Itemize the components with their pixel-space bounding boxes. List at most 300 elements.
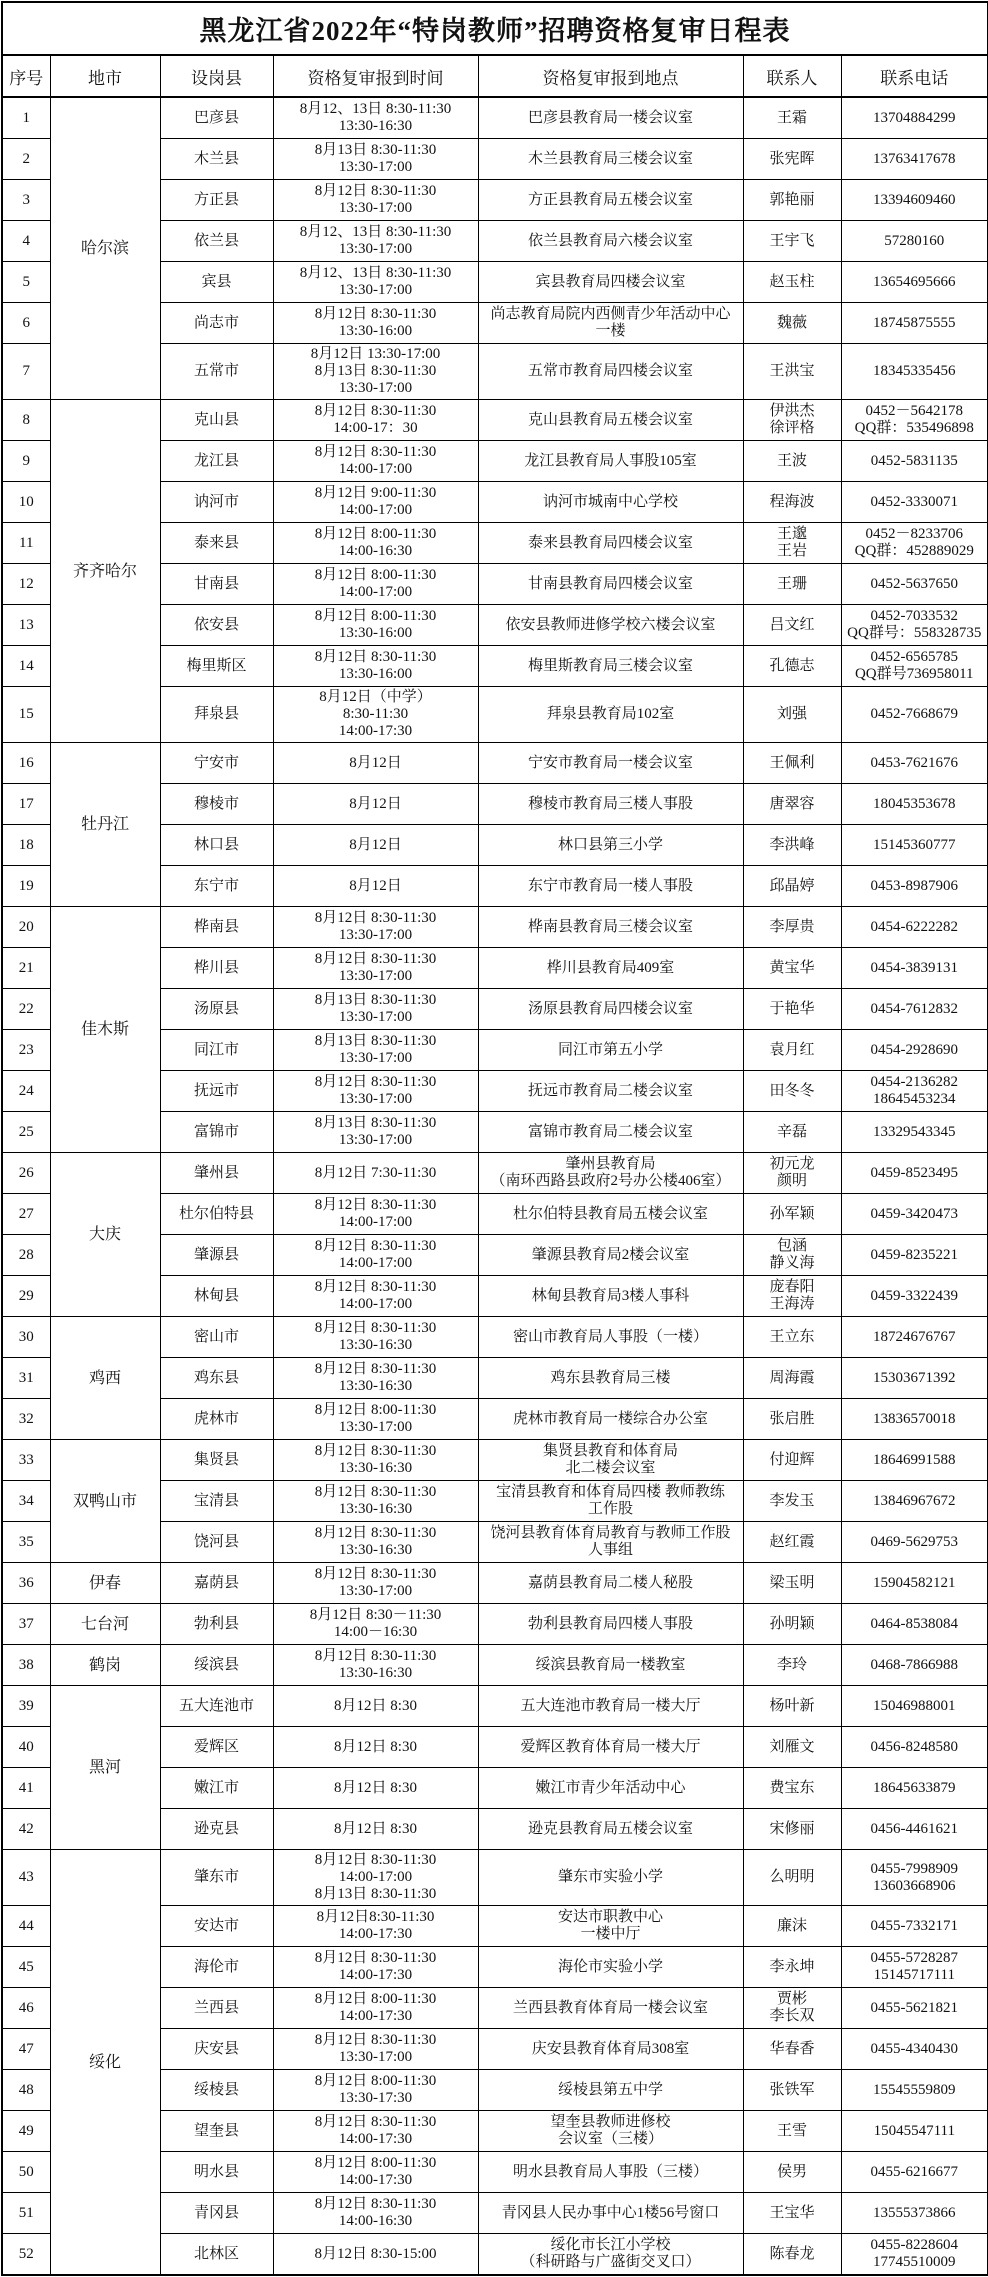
cell-line: 49: [18, 2122, 34, 2139]
cell-line: 13:30-17:00: [338, 159, 413, 175]
cell-line: 13:30-16:00: [338, 625, 413, 641]
row-number-cell: [2, 907, 50, 948]
table-row: [2, 1153, 988, 1194]
cell-line: 8月12日 8:30-15:00: [314, 2245, 437, 2262]
cell-line: 0452-6565785: [870, 649, 959, 665]
time-cell: [273, 1809, 478, 1850]
cell-line: 梅里斯教育局三楼会议室: [527, 657, 693, 674]
cell-line: 8月12日 8:30-11:30: [314, 306, 437, 322]
cell-line: 8月12日 13:30-17:00: [310, 346, 441, 362]
cell-line: 鸡西: [88, 1369, 121, 1387]
cell-line: 8月12日 8:30-11:30: [314, 1484, 437, 1500]
cell-line: 13836570018: [873, 1410, 956, 1427]
time-cell: [273, 2111, 478, 2152]
cell-line: 8月12日 8:30-11:30: [314, 1361, 437, 1377]
cell-line: 0452－5642178: [865, 403, 964, 419]
row-number-cell: [2, 523, 50, 564]
cell-line: 2: [22, 150, 30, 167]
county-cell: [160, 1276, 273, 1317]
row-number-cell: [2, 2193, 50, 2234]
place-cell: [478, 1194, 743, 1235]
cell-line: 集贤县教育和体育局: [542, 1443, 678, 1459]
cell-line: 45: [18, 1958, 34, 1975]
time-cell: [273, 97, 478, 139]
cell-line: 讷河市城南中心学校: [542, 493, 678, 510]
cell-line: 黄宝华: [769, 959, 815, 976]
cell-line: 46: [18, 1999, 34, 2016]
cell-line: 富锦市: [193, 1123, 239, 1140]
cell-line: 38: [18, 1656, 34, 1673]
county-cell: [160, 2111, 273, 2152]
cell-line: 8月12日 8:30-11:30: [314, 1648, 437, 1664]
row-number-cell: [2, 1194, 50, 1235]
cell-line: 8月12日 8:00-11:30: [314, 567, 437, 583]
cell-line: 15: [18, 706, 34, 722]
cell-line: 8月13日 8:30-11:30: [314, 142, 437, 158]
place-cell: [478, 2070, 743, 2111]
time-cell: [273, 1317, 478, 1358]
row-number-cell: [2, 1645, 50, 1686]
place-cell: [478, 907, 743, 948]
cell-line: 桦川县: [193, 959, 239, 976]
row-number-cell: [2, 1563, 50, 1604]
contact-cell: [743, 825, 841, 866]
cell-line: 8月12日 8:30-11:30: [314, 1566, 437, 1582]
contact-cell: [743, 2111, 841, 2152]
cell-line: 庆安县教育体育局308室: [531, 2040, 690, 2057]
cell-line: 24: [18, 1082, 34, 1099]
county-cell: [160, 344, 273, 400]
cell-line: 王波: [776, 452, 807, 469]
place-cell: [478, 400, 743, 441]
cell-line: 0454-7612832: [870, 1000, 959, 1017]
row-number-cell: [2, 1686, 50, 1727]
cell-line: 8月12日 8:30－11:30: [309, 1607, 442, 1623]
row-number-cell: [2, 1030, 50, 1071]
cell-line: 王佩利: [769, 754, 815, 771]
cell-line: 望奎县: [193, 2122, 239, 2139]
county-cell: [160, 743, 273, 784]
county-cell: [160, 866, 273, 907]
cell-line: 18: [18, 836, 34, 853]
cell-line: 青冈县人民办事中心1楼56号窗口: [501, 2204, 720, 2221]
phone-cell: [841, 2070, 988, 2111]
cell-line: 泰来县教育局四楼会议室: [527, 534, 693, 551]
cell-line: 14:00-17:00: [338, 1255, 413, 1271]
cell-line: 34: [18, 1492, 34, 1509]
contact-cell: [743, 1850, 841, 1906]
time-cell: [273, 1906, 478, 1947]
place-cell: [478, 1522, 743, 1563]
time-cell: [273, 139, 478, 180]
row-number-cell: [2, 989, 50, 1030]
cell-line: 42: [18, 1820, 34, 1837]
header-cell: 资格复审报到时间: [273, 55, 478, 97]
contact-cell: [743, 1030, 841, 1071]
contact-cell: [743, 441, 841, 482]
cell-line: 14:00-17:30: [338, 723, 413, 739]
cell-line: 肇州县: [193, 1164, 239, 1181]
cell-line: 华春香: [769, 2040, 815, 2057]
cell-line: （科研路与广盛街交叉口）: [520, 2254, 701, 2270]
time-cell: [273, 1522, 478, 1563]
row-number-cell: [2, 2152, 50, 2193]
cell-line: 8月12、13日 8:30-11:30: [299, 265, 452, 281]
cell-line: 30: [18, 1328, 34, 1345]
cell-line: 15545559809: [873, 2081, 956, 2098]
cell-line: 同江市第五小学: [557, 1041, 663, 1058]
cell-line: 宾县: [201, 273, 232, 290]
contact-cell: [743, 523, 841, 564]
contact-cell: [743, 743, 841, 784]
cell-line: 王宇飞: [769, 232, 815, 249]
place-cell: [478, 1645, 743, 1686]
cell-line: 汤原县教育局四楼会议室: [527, 1000, 693, 1017]
phone-cell: [841, 1194, 988, 1235]
phone-cell: [841, 180, 988, 221]
cell-line: 七台河: [80, 1615, 129, 1633]
phone-cell: [841, 1686, 988, 1727]
cell-line: 13:30-17:30: [338, 2090, 413, 2106]
place-cell: [478, 262, 743, 303]
cell-line: 北林区: [193, 2245, 239, 2262]
time-cell: [273, 1563, 478, 1604]
cell-line: 杜尔伯特县教育局五楼会议室: [512, 1205, 708, 1222]
cell-line: 13654695666: [873, 273, 956, 290]
contact-cell: [743, 1522, 841, 1563]
cell-line: 8月13日 8:30-11:30: [314, 1886, 437, 1902]
cell-line: 桦川县教育局409室: [546, 959, 675, 976]
phone-cell: [841, 1645, 988, 1686]
cell-line: 汤原县: [193, 1000, 239, 1017]
cell-line: 东宁市教育局一楼人事股: [527, 877, 693, 894]
cell-line: 8月12日 8:30-11:30: [314, 2032, 437, 2048]
cell-line: 25: [18, 1123, 34, 1140]
county-cell: [160, 1809, 273, 1850]
cell-line: 静义海: [769, 1255, 815, 1271]
cell-line: 8月12日: [349, 836, 402, 853]
cell-line: 8月12日: [349, 795, 402, 812]
cell-line: 泰来县: [193, 534, 239, 551]
cell-line: 6: [22, 314, 30, 331]
time-cell: [273, 523, 478, 564]
cell-line: 齐齐哈尔: [72, 562, 137, 580]
table-row: [2, 400, 988, 441]
time-cell: [273, 180, 478, 221]
time-cell: [273, 1358, 478, 1399]
row-number-cell: [2, 1071, 50, 1112]
cell-line: 43: [18, 1869, 34, 1885]
place-cell: [478, 1850, 743, 1906]
place-cell: [478, 1947, 743, 1988]
row-number-cell: [2, 1809, 50, 1850]
place-cell: [478, 1399, 743, 1440]
city-cell: [50, 97, 160, 400]
place-cell: [478, 2234, 743, 2276]
cell-line: 0455-5728287: [870, 1950, 959, 1966]
county-cell: [160, 1317, 273, 1358]
time-cell: [273, 1153, 478, 1194]
cell-line: 22: [18, 1000, 34, 1017]
cell-line: 8月12日 8:30: [334, 1779, 417, 1796]
cell-line: 绥化市长江小学校: [550, 2237, 671, 2253]
place-cell: [478, 784, 743, 825]
phone-cell: [841, 1809, 988, 1850]
phone-cell: [841, 1235, 988, 1276]
cell-line: 甘南县: [193, 575, 239, 592]
table-row: [2, 1850, 988, 1906]
row-number-cell: [2, 1276, 50, 1317]
phone-cell: [841, 1317, 988, 1358]
cell-line: 14:00-17:00: [338, 1296, 413, 1312]
county-cell: [160, 1071, 273, 1112]
phone-cell: [841, 1112, 988, 1153]
cell-line: 包涵: [776, 1238, 807, 1254]
cell-line: 饶河县: [193, 1533, 239, 1550]
contact-cell: [743, 1153, 841, 1194]
cell-line: 13:30-16:30: [338, 1501, 413, 1517]
cell-line: 爱辉区: [193, 1738, 239, 1755]
cell-line: 0452-3330071: [870, 493, 959, 510]
recruitment-schedule-table: [1, 1, 988, 2276]
time-cell: [273, 1988, 478, 2029]
cell-line: 8月12日 8:00-11:30: [314, 526, 437, 542]
phone-cell: [841, 1563, 988, 1604]
row-number-cell: [2, 97, 50, 139]
place-cell: [478, 441, 743, 482]
row-number-cell: [2, 1481, 50, 1522]
place-cell: [478, 1727, 743, 1768]
phone-cell: [841, 1906, 988, 1947]
place-cell: [478, 743, 743, 784]
cell-line: 9: [22, 452, 30, 469]
cell-line: 么明明: [769, 1869, 815, 1885]
phone-cell: [841, 1071, 988, 1112]
cell-line: 刘雁文: [769, 1738, 815, 1755]
cell-line: 14:00-16:30: [338, 2213, 413, 2229]
cell-line: 海伦市: [193, 1958, 239, 1975]
cell-line: 逊克县: [193, 1820, 239, 1837]
phone-cell: [841, 441, 988, 482]
cell-line: 肇源县教育局2楼会议室: [531, 1246, 690, 1263]
time-cell: [273, 1194, 478, 1235]
contact-cell: [743, 1906, 841, 1947]
cell-line: 李洪峰: [769, 836, 815, 853]
cell-line: 0455-5621821: [870, 1999, 959, 2016]
cell-line: 王雪: [776, 2122, 807, 2139]
county-cell: [160, 989, 273, 1030]
cell-line: 13:30-17:00: [338, 1132, 413, 1148]
city-cell: [50, 1440, 160, 1563]
contact-cell: [743, 139, 841, 180]
table-row: [2, 1604, 988, 1645]
cell-line: 13:30-17:00: [338, 1009, 413, 1025]
cell-line: 勃利县: [193, 1615, 239, 1632]
cell-line: 14:00-16:30: [338, 543, 413, 559]
row-number-cell: [2, 221, 50, 262]
time-cell: [273, 2234, 478, 2276]
cell-line: 17745510009: [873, 2254, 956, 2270]
cell-line: （南环西路县政府2号办公楼406室）: [490, 1173, 731, 1189]
contact-cell: [743, 2070, 841, 2111]
contact-cell: [743, 221, 841, 262]
cell-line: 唐翠容: [769, 795, 815, 812]
place-cell: [478, 1358, 743, 1399]
cell-line: 13: [18, 616, 34, 633]
cell-line: 绥棱县: [193, 2081, 239, 2098]
cell-line: 14:00-17:30: [338, 2131, 413, 2147]
county-cell: [160, 1947, 273, 1988]
cell-line: 吕文红: [769, 616, 815, 633]
cell-line: 8月12日 8:00-11:30: [314, 2073, 437, 2089]
cell-line: 13:30-17:00: [338, 1091, 413, 1107]
phone-cell: [841, 1522, 988, 1563]
cell-line: 克山县: [193, 411, 239, 428]
phone-cell: [841, 605, 988, 646]
cell-line: 宋修丽: [769, 1820, 815, 1837]
place-cell: [478, 1563, 743, 1604]
cell-line: 孔德志: [769, 657, 815, 674]
cell-line: 40: [18, 1738, 34, 1755]
city-cell: [50, 1686, 160, 1850]
cell-line: 赵红霞: [769, 1533, 815, 1550]
cell-line: 13:30-16:30: [338, 1460, 413, 1476]
phone-cell: [841, 2193, 988, 2234]
cell-line: 初元龙: [769, 1156, 815, 1172]
county-cell: [160, 1686, 273, 1727]
cell-line: 一楼: [595, 323, 626, 339]
cell-line: 8: [22, 411, 30, 428]
time-cell: [273, 400, 478, 441]
cell-line: 13:30-16:30: [338, 1378, 413, 1394]
cell-line: 0452-7033532: [870, 608, 959, 624]
cell-line: 密山市教育局人事股（一楼）: [512, 1328, 708, 1345]
cell-line: 8月12日8:30-11:30: [316, 1909, 435, 1925]
contact-cell: [743, 1112, 841, 1153]
cell-line: 15145717111: [873, 1967, 955, 1983]
contact-cell: [743, 1947, 841, 1988]
cell-line: 14: [18, 657, 34, 674]
cell-line: 8月12日 8:30: [334, 1820, 417, 1837]
cell-line: 孙明颖: [769, 1615, 815, 1632]
row-number-cell: [2, 1522, 50, 1563]
contact-cell: [743, 2029, 841, 2070]
cell-line: 15045547111: [873, 2122, 955, 2139]
cell-line: 张宪晖: [769, 150, 815, 167]
cell-line: 颜明: [776, 1173, 807, 1189]
phone-cell: [841, 1947, 988, 1988]
contact-cell: [743, 400, 841, 441]
cell-line: 8月12日 8:30: [334, 1697, 417, 1714]
row-number-cell: [2, 482, 50, 523]
table-row: [2, 1563, 988, 1604]
row-number-cell: [2, 139, 50, 180]
cell-line: 26: [18, 1164, 34, 1181]
row-number-cell: [2, 1988, 50, 2029]
cell-line: 1: [22, 109, 30, 126]
county-cell: [160, 523, 273, 564]
cell-line: QQ群号736958011: [854, 666, 974, 682]
cell-line: 33: [18, 1451, 34, 1468]
cell-line: 付迎辉: [769, 1451, 815, 1468]
cell-line: 18645453234: [873, 1091, 956, 1107]
county-cell: [160, 180, 273, 221]
place-cell: [478, 482, 743, 523]
cell-line: 8月12、13日 8:30-11:30: [299, 101, 452, 117]
cell-line: 肇东市实验小学: [557, 1869, 663, 1885]
contact-cell: [743, 1399, 841, 1440]
cell-line: 16: [18, 754, 34, 771]
cell-line: 哈尔滨: [80, 240, 129, 257]
cell-line: 肇东市: [193, 1869, 239, 1885]
county-cell: [160, 1112, 273, 1153]
row-number-cell: [2, 344, 50, 400]
county-cell: [160, 262, 273, 303]
cell-line: 18646991588: [873, 1451, 956, 1468]
phone-cell: [841, 1768, 988, 1809]
cell-line: 贾彬: [776, 1991, 807, 2007]
cell-line: 15303671392: [873, 1369, 956, 1386]
time-cell: [273, 2193, 478, 2234]
cell-line: 18724676767: [873, 1328, 956, 1345]
table-row: [2, 1686, 988, 1727]
cell-line: 0454-2928690: [870, 1041, 959, 1058]
county-cell: [160, 221, 273, 262]
county-cell: [160, 907, 273, 948]
cell-line: 0454-3839131: [870, 959, 959, 976]
cell-line: 嘉荫县教育局二楼人秘股: [527, 1574, 693, 1591]
cell-line: 8月12日 8:00-11:30: [314, 1402, 437, 1418]
header-cell: 地市: [50, 55, 160, 97]
place-cell: [478, 1809, 743, 1850]
cell-line: 0459-3420473: [870, 1205, 959, 1222]
contact-cell: [743, 784, 841, 825]
contact-cell: [743, 2193, 841, 2234]
table-body: [2, 97, 988, 2275]
cell-line: 5: [22, 273, 30, 290]
cell-line: 13:30-16:00: [338, 666, 413, 682]
place-cell: [478, 825, 743, 866]
cell-line: 辛磊: [776, 1123, 807, 1140]
contact-cell: [743, 1071, 841, 1112]
phone-cell: [841, 564, 988, 605]
cell-line: 林甸县教育局3楼人事科: [531, 1287, 690, 1304]
cell-line: 海伦市实验小学: [557, 1958, 663, 1975]
cell-line: 13:30-17:00: [338, 241, 413, 257]
cell-line: 52: [18, 2245, 34, 2262]
cell-line: 安达市: [193, 1917, 239, 1934]
cell-line: 0455-7332171: [870, 1917, 959, 1934]
cell-line: 10: [18, 493, 34, 510]
cell-line: 工作股: [587, 1501, 633, 1517]
contact-cell: [743, 1645, 841, 1686]
cell-line: 杨叶新: [769, 1697, 815, 1714]
row-number-cell: [2, 441, 50, 482]
cell-line: 兰西县: [193, 1999, 239, 2016]
row-number-cell: [2, 646, 50, 687]
cell-line: 李长双: [769, 2008, 815, 2024]
county-cell: [160, 2152, 273, 2193]
phone-cell: [841, 1727, 988, 1768]
cell-line: 27: [18, 1205, 34, 1222]
contact-cell: [743, 687, 841, 743]
phone-cell: [841, 687, 988, 743]
cell-line: 拜泉县教育局102室: [546, 706, 675, 722]
cell-line: 0469-5629753: [870, 1533, 959, 1550]
time-cell: [273, 687, 478, 743]
cell-line: 13:30-17:00: [338, 200, 413, 216]
county-cell: [160, 564, 273, 605]
